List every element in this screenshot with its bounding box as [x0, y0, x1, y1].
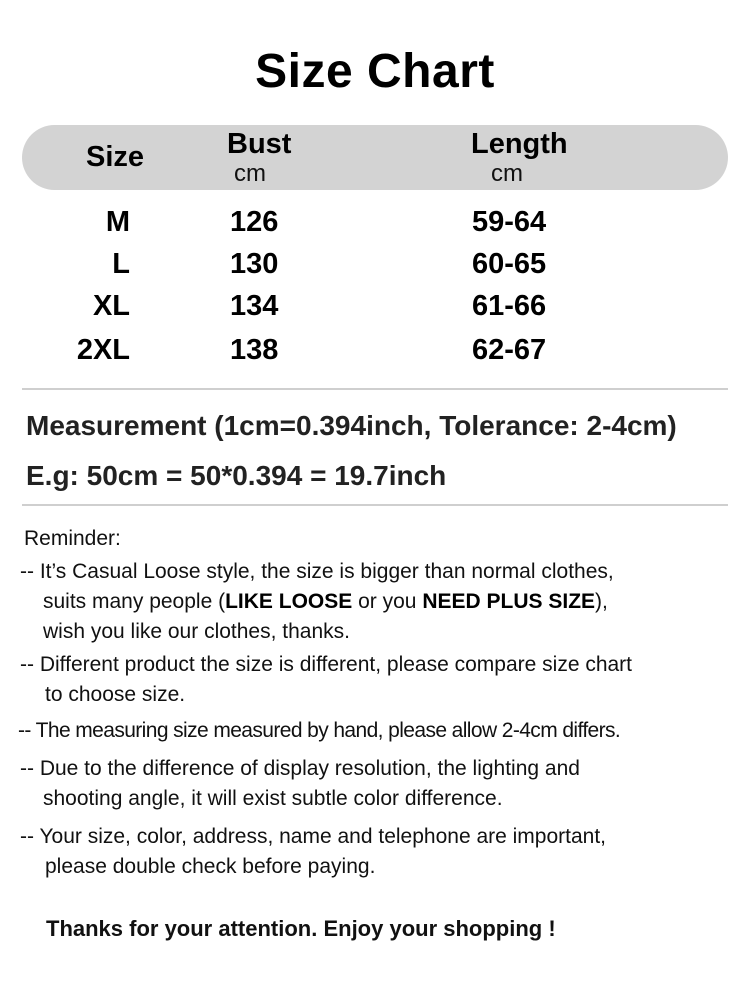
header-length-unit: cm: [491, 160, 523, 187]
reminder-line: -- Due to the difference of display resolution, the lighting and: [20, 757, 580, 780]
table-row-length: 59-64: [472, 206, 547, 238]
divider-bottom: [22, 504, 728, 506]
reminder-line: to choose size.: [45, 683, 186, 706]
page-title: Size Chart: [255, 45, 495, 98]
conversion-example: E.g: 50cm = 50*0.394 = 19.7inch: [26, 460, 447, 491]
table-row-size: 2XL: [76, 334, 130, 366]
reminder-line: -- It’s Casual Loose style, the size is bigger than normal clothes,: [20, 560, 614, 583]
reminder-line: -- Your size, color, address, name and telephone are important,: [20, 825, 607, 848]
header-bust: Bust: [227, 128, 292, 160]
emphasis-plus-size: NEED PLUS SIZE: [422, 590, 596, 613]
table-row-length: 62-67: [472, 334, 547, 366]
divider-top: [22, 388, 728, 390]
header-bust-unit: cm: [234, 160, 266, 187]
reminder-text: ),: [595, 590, 608, 613]
table-row-bust: 130: [230, 248, 279, 280]
reminder-line: [20, 587, 614, 617]
emphasis-like-loose: LIKE LOOSE: [225, 590, 353, 613]
table-row-size: L: [112, 248, 130, 280]
table-row-size: M: [105, 206, 130, 238]
table-row-size: XL: [92, 290, 130, 322]
header-length: Length: [471, 128, 568, 160]
reminder-line: please double check before paying.: [45, 855, 376, 878]
reminder-line: shooting angle, it will exist subtle color difference.: [43, 787, 503, 810]
closing-message: Thanks for your attention. Enjoy your shopping !: [46, 916, 556, 941]
reminder-text: or you: [352, 590, 423, 613]
table-row-bust: 126: [230, 206, 279, 238]
header-size: Size: [86, 141, 145, 173]
reminder-item-loose-style: [20, 557, 614, 647]
reminder-line: -- The measuring size measured by hand, please allow 2-4cm differs.: [18, 719, 621, 742]
table-row-length: 61-66: [472, 290, 547, 322]
table-row-bust: 138: [230, 334, 279, 366]
reminder-item-hand-measure: [18, 716, 620, 746]
reminder-heading: Reminder:: [24, 527, 121, 550]
reminder-line: wish you like our clothes, thanks.: [43, 620, 350, 643]
table-row-length: 60-65: [472, 248, 547, 280]
reminder-item-double-check: [20, 822, 606, 882]
reminder-item-compare-chart: [20, 650, 632, 710]
reminder-line: -- Different product the size is different, please compare size chart: [20, 653, 633, 676]
table-row-bust: 134: [230, 290, 279, 322]
reminder-item-color-difference: [20, 754, 580, 814]
measurement-note: Measurement (1cm=0.394inch, Tolerance: 2-4cm): [26, 410, 677, 441]
reminder-text: suits many people (: [43, 590, 226, 613]
